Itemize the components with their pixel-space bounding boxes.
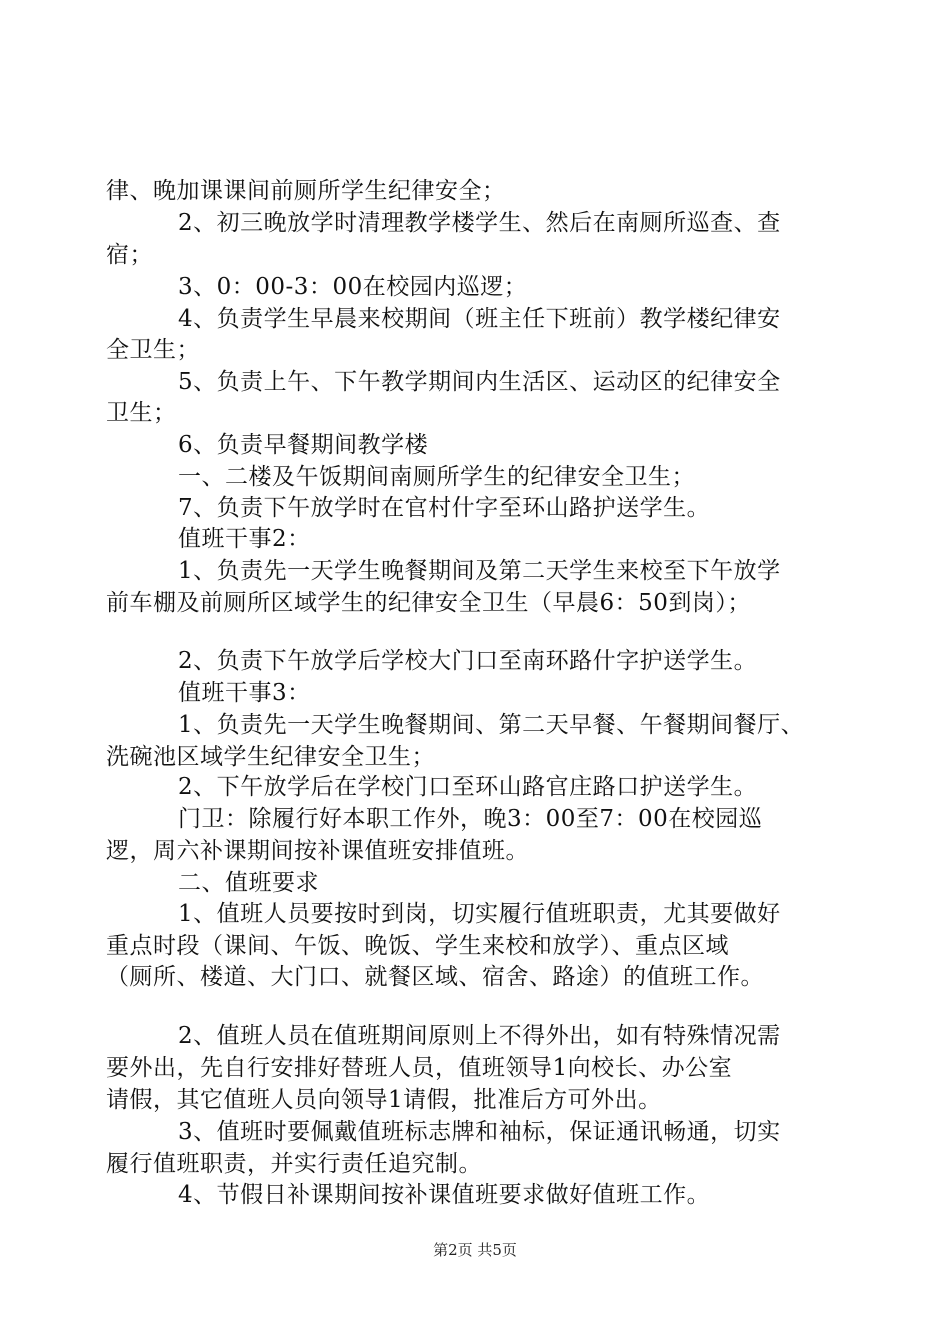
text-line: 2、下午放学后在学校门口至环山路官庄路口护送学生。 [178, 774, 758, 800]
text-line: 门卫：除履行好本职工作外，晚3：00至7：00在校园巡 [178, 806, 763, 832]
text-line: 1、值班人员要按时到岗，切实履行值班职责，尤其要做好 [178, 901, 781, 927]
page-footer [0, 1240, 950, 1260]
text-line: 宿； [106, 242, 153, 268]
text-line: 1、负责先一天学生晚餐期间及第二天学生来校至下午放学 [178, 558, 781, 584]
text-line: 3、值班时要佩戴值班标志牌和袖标，保证通讯畅通，切实 [178, 1119, 781, 1145]
section-heading: 二、值班要求 [178, 870, 319, 896]
text-line: 1、负责先一天学生晚餐期间、第二天早餐、午餐期间餐厅、 [178, 712, 805, 738]
text-line: 值班干事2： [178, 526, 311, 552]
text-line: 3、0：00-3：00在校园内巡逻； [178, 274, 528, 300]
text-line: 2、初三晚放学时清理教学楼学生、然后在南厕所巡查、查 [178, 210, 781, 236]
text-line: 7、负责下午放学时在官村什字至环山路护送学生。 [178, 495, 711, 521]
text-line: 一、二楼及午饭期间南厕所学生的纪律安全卫生； [178, 464, 695, 490]
text-line: 5、负责上午、下午教学期间内生活区、运动区的纪律安全 [178, 369, 781, 395]
text-line: 2、负责下午放学后学校大门口至南环路什字护送学生。 [178, 648, 758, 674]
text-line: 6、负责早餐期间教学楼 [178, 432, 429, 458]
text-line: 全卫生； [106, 337, 200, 363]
text-line: 卫生； [106, 400, 177, 426]
text-line: 4、负责学生早晨来校期间（班主任下班前）教学楼纪律安 [178, 306, 781, 332]
text-line: 请假，其它值班人员向领导1请假，批准后方可外出。 [106, 1087, 662, 1113]
text-line: 4、节假日补课期间按补课值班要求做好值班工作。 [178, 1182, 711, 1208]
text-line: 值班干事3： [178, 680, 311, 706]
page-indicator: 第2页 共5页 [433, 1241, 517, 1259]
text-line: 逻，周六补课期间按补课值班安排值班。 [106, 838, 529, 864]
text-line: 律、晚加课课间前厕所学生纪律安全； [106, 178, 506, 204]
text-line: 重点时段（课间、午饭、晚饭、学生来校和放学）、重点区域 [106, 933, 729, 959]
text-line: 前车棚及前厕所区域学生的纪律安全卫生（早晨6：50到岗）； [106, 590, 751, 616]
text-line: 要外出，先自行安排好替班人员，值班领导1向校长、办公室 [106, 1055, 733, 1081]
text-line: 履行值班职责，并实行责任追究制。 [106, 1151, 482, 1177]
text-line: 洗碗池区域学生纪律安全卫生； [106, 744, 435, 770]
text-line: （厕所、楼道、大门口、就餐区域、宿舍、路途）的值班工作。 [106, 964, 764, 990]
text-line: 2、值班人员在值班期间原则上不得外出，如有特殊情况需 [178, 1023, 781, 1049]
